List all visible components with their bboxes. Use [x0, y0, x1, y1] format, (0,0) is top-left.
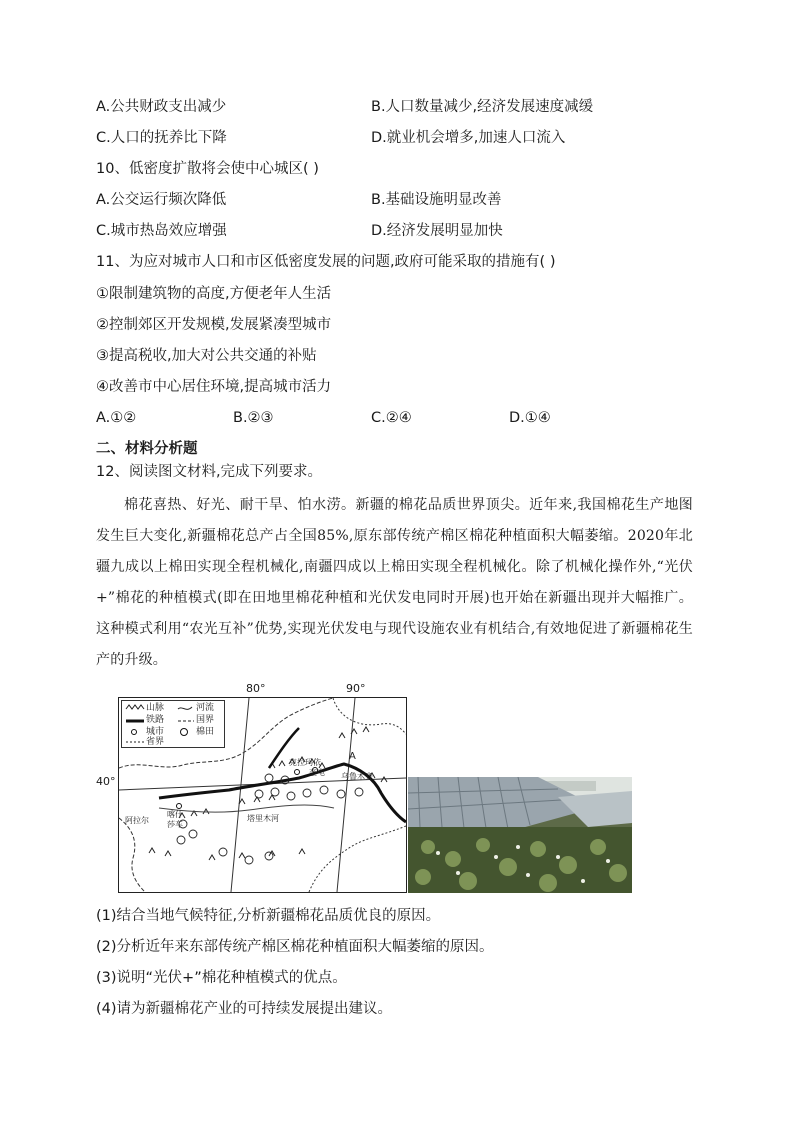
label-point-a: A: [349, 751, 356, 762]
q11-option-b: B.②③: [233, 410, 274, 426]
legend-border: 国界: [196, 715, 215, 725]
q9-option-a: A.公共财政支出减少: [96, 99, 227, 115]
label-urumqi: 乌鲁木齐: [341, 772, 373, 781]
map-legend: [121, 700, 225, 748]
label-karamay: 克拉玛依: [289, 758, 321, 767]
map-lon-80: 80°: [246, 682, 266, 695]
legend-cotton: 棉田: [196, 727, 215, 737]
q12-material: 棉花喜热、好光、耐干旱、怕水涝。新疆的棉花品质世界顶尖。近年来,我国棉花生产地图发生巨大变化,新疆棉花总产占全国85%,原东部传统产棉区棉花种植面积大幅萎缩。2020年北疆九成以上棉田实现全程机械化,南疆四成以上棉田实现全程机械化。除了机械化操作外,“光伏+”棉花的种植模式(即在田地里棉花种植和光伏发电同时开展)也开始在新疆出现并大幅推广。这种模式利用“农光互补”优势,实现光伏发电与现代设施农业有机结合,有效地促进了新疆棉花生产的升级。: [96, 497, 693, 668]
q11-option-c: C.②④: [371, 410, 412, 426]
legend-river: 河流: [196, 703, 215, 713]
q11-item-1: ①限制建筑物的高度,方便老年人生活: [96, 286, 332, 302]
q12-sub-2: (2)分析近年来东部传统产棉区棉花种植面积大幅萎缩的原因。: [96, 939, 494, 955]
photo-drawing: [408, 777, 632, 893]
q11-stem: 11、为应对城市人口和市区低密度发展的问题,政府可能采取的措施有( ): [96, 254, 556, 270]
label-kashgar: 喀什: [167, 810, 183, 819]
legend-railway: 铁路: [146, 715, 165, 725]
q11-item-2: ②控制郊区开发规模,发展紧凑型城市: [96, 317, 332, 333]
q11-option-a: A.①②: [96, 410, 137, 426]
solar-cotton-photo: [408, 777, 632, 893]
q11-option-d: D.①④: [509, 410, 551, 426]
label-tarim-river: 塔里木河: [247, 814, 279, 823]
q12-sub-4: (4)请为新疆棉花产业的可持续发展提出建议。: [96, 1001, 393, 1017]
q11-item-3: ③提高税收,加大对公共交通的补贴: [96, 348, 317, 364]
map-lat-40: 40°: [96, 775, 116, 788]
q11-item-4: ④改善市中心居住环境,提高城市活力: [96, 379, 332, 395]
map-lon-90: 90°: [346, 682, 366, 695]
q9-option-b: B.人口数量减少,经济发展速度减缓: [371, 99, 594, 115]
q9-option-d: D.就业机会增多,加速人口流入: [371, 130, 566, 146]
label-aral: 阿拉尔: [125, 816, 149, 825]
q10-option-b: B.基础设施明显改善: [371, 192, 502, 208]
q12-sub-3: (3)说明“光伏+”棉花种植模式的优点。: [96, 970, 347, 986]
q10-option-a: A.公交运行频次降低: [96, 192, 227, 208]
q9-option-c: C.人口的抚养比下降: [96, 130, 227, 146]
label-kuytun: 奎屯: [309, 768, 325, 777]
legend-city: 城市: [146, 727, 165, 737]
legend-mountain: 山脉: [146, 703, 165, 713]
q10-option-c: C.城市热岛效应增强: [96, 223, 227, 239]
section-title: 二、材料分析题: [96, 441, 198, 457]
q10-stem: 10、低密度扩散将会使中心城区( ): [96, 161, 319, 177]
legend-province: 省界: [146, 737, 165, 747]
label-shache: 莎车: [167, 820, 183, 829]
q12-sub-1: (1)结合当地气候特征,分析新疆棉花品质优良的原因。: [96, 908, 441, 924]
q10-option-d: D.经济发展明显加快: [371, 223, 503, 239]
q12-stem: 12、阅读图文材料,完成下列要求。: [96, 464, 323, 480]
xinjiang-map: [118, 697, 407, 893]
